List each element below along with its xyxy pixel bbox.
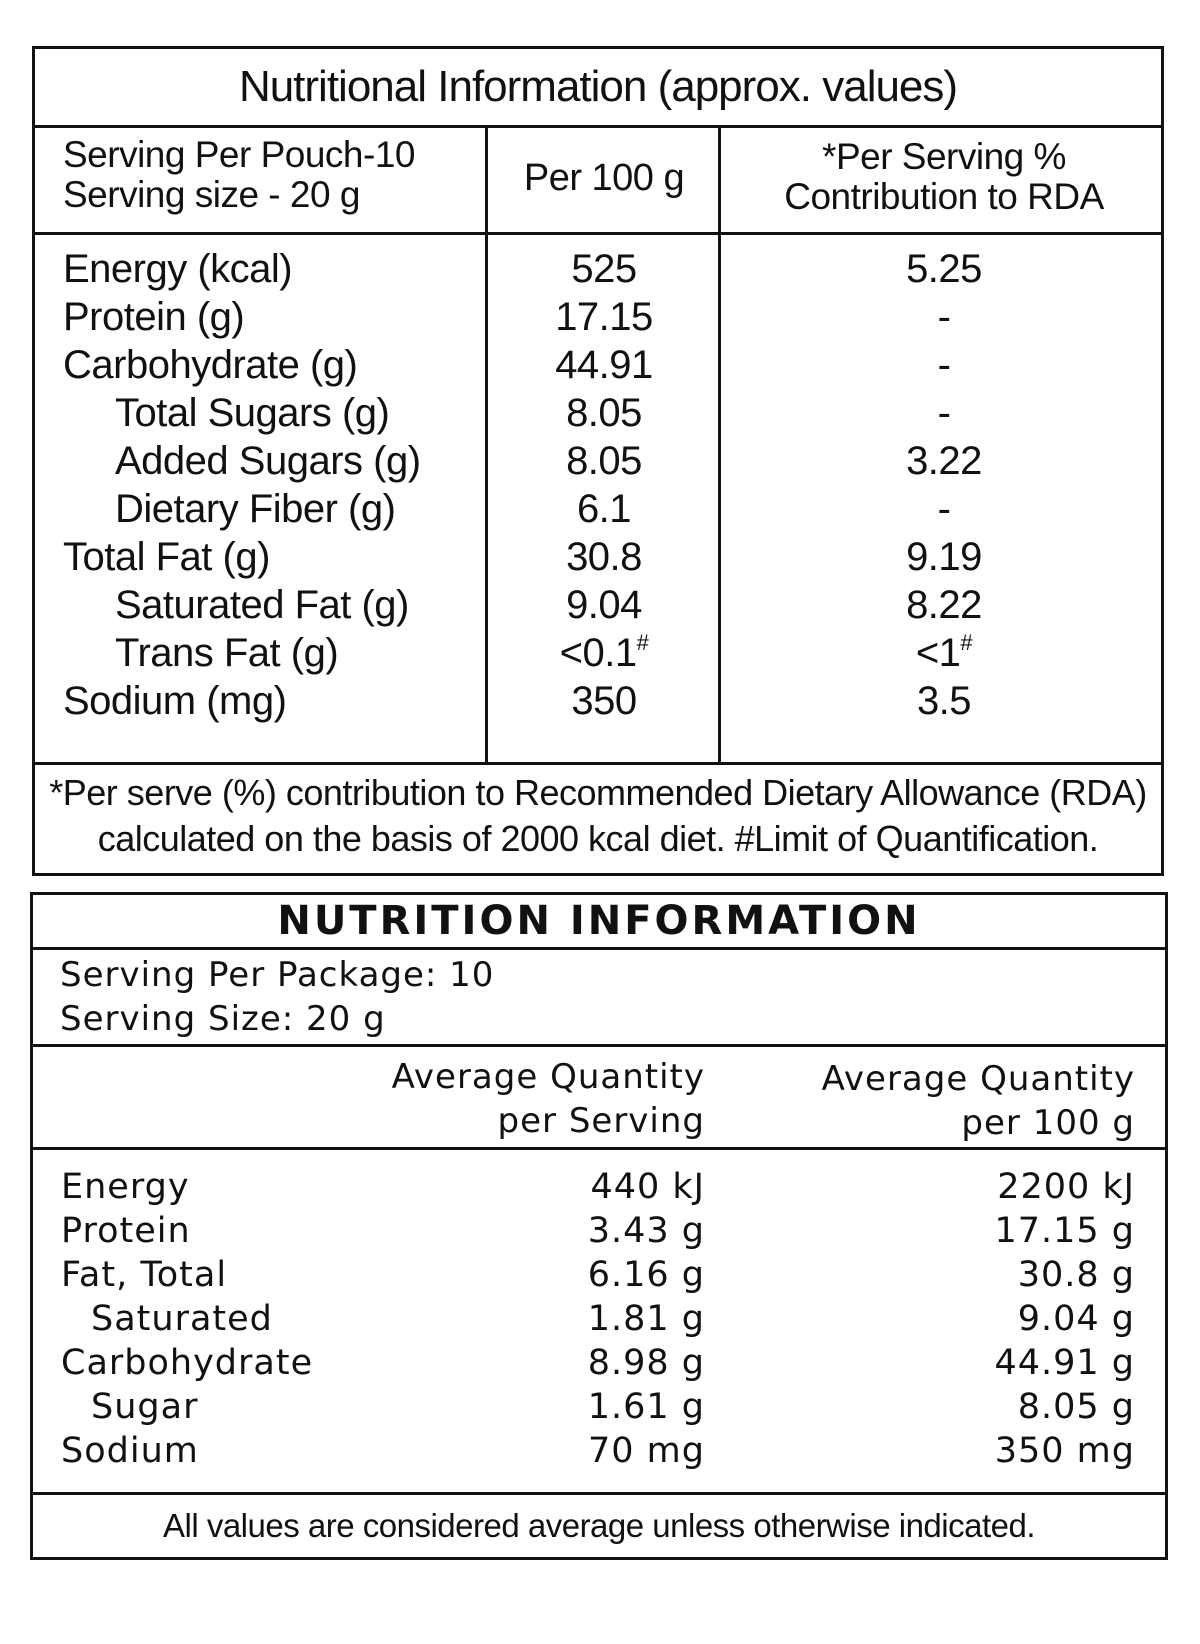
column-header-line: per 100 g: [961, 1103, 1135, 1143]
table-row: [35, 340, 1161, 390]
nutrient-label: Energy (kcal): [63, 247, 293, 291]
footnote-line: calculated on the basis of 2000 kcal diet. #Limit of Quantification.: [97, 818, 1099, 859]
table-row: [35, 388, 1161, 438]
value-per-100g: 17.15 g: [994, 1211, 1135, 1251]
nutrient-label: Energy: [61, 1167, 190, 1207]
nutrient-label: Total Fat (g): [63, 535, 270, 579]
value-per-100g: 8.05: [566, 439, 642, 483]
table-row: [33, 1209, 1165, 1253]
column-header-rda: [721, 137, 1167, 217]
value-text: <0.1: [559, 631, 637, 675]
value-per-100g: 350: [571, 679, 637, 723]
nutrient-label: Fat, Total: [61, 1255, 228, 1295]
column-header-line: Average Quantity: [821, 1059, 1135, 1099]
serving-per-package: Serving Per Package: 10: [60, 955, 495, 995]
nutrient-label: Protein (g): [63, 295, 245, 339]
footnote-mark: #: [636, 630, 649, 655]
value-rda: 9.19: [906, 535, 982, 579]
serving-per-pouch: Serving Per Pouch-10: [63, 134, 415, 175]
nutrient-label: Sodium: [61, 1431, 199, 1471]
table-row: [35, 244, 1161, 294]
nutrient-label: Carbohydrate: [61, 1343, 314, 1383]
value-per-100g: 44.91: [555, 343, 653, 387]
value-text: <1: [915, 631, 961, 675]
table-row: [33, 1165, 1165, 1209]
table-row: [35, 676, 1161, 726]
value-rda: -: [937, 487, 951, 531]
column-header-rda-line1: *Per Serving %: [822, 136, 1066, 177]
nutrient-label: Protein: [61, 1211, 191, 1251]
column-header-per-100g: [822, 1057, 1135, 1145]
value-per-serving: 1.81 g: [587, 1299, 705, 1339]
table-row: [35, 484, 1161, 534]
nutrient-label: Saturated: [91, 1299, 273, 1339]
column-header-per-serving: [392, 1055, 705, 1143]
table-header-row: [33, 1047, 1165, 1150]
value-per-serving: 6.16 g: [587, 1255, 705, 1295]
column-header-line: Average Quantity: [391, 1057, 705, 1097]
value-per-serving: 440 kJ: [590, 1167, 705, 1207]
table-row: [33, 1341, 1165, 1385]
serving-info: [33, 947, 1165, 1047]
table-row: [35, 436, 1161, 486]
nutritional-information-table: [32, 46, 1164, 876]
value-per-100g: [488, 628, 720, 678]
value-per-100g: 44.91 g: [994, 1343, 1135, 1383]
table-row: [33, 1297, 1165, 1341]
value-per-100g: 350 mg: [994, 1431, 1135, 1471]
value-rda: -: [937, 295, 951, 339]
nutrient-label: Saturated Fat (g): [115, 583, 409, 627]
table-footnote: [35, 762, 1161, 873]
value-rda: 8.22: [906, 583, 982, 627]
value-per-100g: 8.05 g: [1017, 1387, 1135, 1427]
value-rda: 3.5: [916, 679, 972, 723]
nutrient-label: Added Sugars (g): [115, 439, 421, 483]
value-per-100g: 525: [571, 247, 637, 291]
footnote-mark: #: [960, 630, 973, 655]
value-per-100g: 17.15: [555, 295, 653, 339]
nutrient-label: Dietary Fiber (g): [115, 487, 396, 531]
nutrient-label: Sugar: [91, 1387, 199, 1427]
value-per-100g: 30.8 g: [1017, 1255, 1135, 1295]
value-per-100g: 9.04 g: [1017, 1299, 1135, 1339]
value-rda: -: [937, 391, 951, 435]
table-row: [35, 580, 1161, 630]
table-title: NUTRITION INFORMATION: [33, 895, 1165, 950]
value-rda: 3.22: [906, 439, 982, 483]
value-per-100g: 8.05: [566, 391, 642, 435]
table-header-row: [35, 125, 1161, 235]
nutrient-label: Carbohydrate (g): [63, 343, 358, 387]
value-rda: [721, 628, 1167, 678]
nutrient-label: Total Sugars (g): [115, 391, 390, 435]
footnote-line: *Per serve (%) contribution to Recommended Dietary Allowance (RDA): [49, 772, 1147, 813]
table-body: [35, 232, 1161, 765]
nutrient-label: Trans Fat (g): [115, 631, 339, 675]
table-footnote: All values are considered average unless otherwise indicated.: [33, 1492, 1165, 1557]
value-per-serving: 3.43 g: [587, 1211, 705, 1251]
value-per-100g: 2200 kJ: [997, 1167, 1135, 1207]
value-per-100g: 30.8: [566, 535, 642, 579]
value-rda: 5.25: [906, 247, 982, 291]
table-row: [35, 628, 1161, 678]
serving-size: Serving size - 20 g: [63, 174, 360, 215]
table-title: Nutritional Information (approx. values): [35, 49, 1161, 128]
value-rda: -: [937, 343, 951, 387]
table-row: [33, 1253, 1165, 1297]
value-per-100g: 9.04: [566, 583, 642, 627]
table-row: [35, 292, 1161, 342]
value-per-serving: 1.61 g: [587, 1387, 705, 1427]
column-header-rda-line2: Contribution to RDA: [784, 176, 1104, 217]
table-row: [33, 1429, 1165, 1473]
value-per-100g: 6.1: [576, 487, 632, 531]
table-row: [35, 532, 1161, 582]
table-row: [33, 1385, 1165, 1429]
serving-info: [63, 135, 415, 215]
nutrient-label: Sodium (mg): [63, 679, 287, 723]
column-header-line: per Serving: [497, 1101, 705, 1141]
column-header-per-100g: Per 100 g: [523, 157, 685, 199]
serving-size: Serving Size: 20 g: [60, 999, 386, 1039]
value-per-serving: 70 mg: [588, 1431, 705, 1471]
value-per-serving: 8.98 g: [587, 1343, 705, 1383]
nutrition-information-table: [30, 892, 1168, 1560]
